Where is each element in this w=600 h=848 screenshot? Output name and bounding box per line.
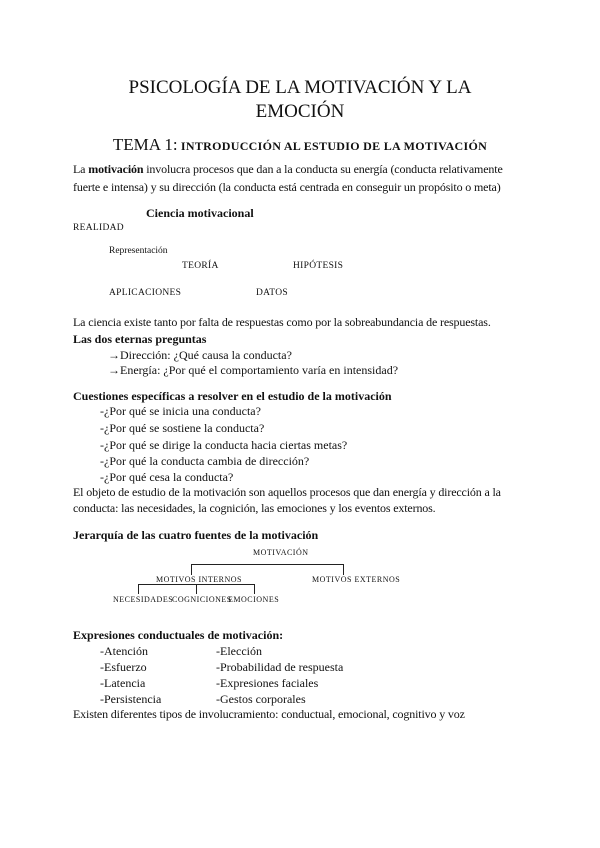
cuestion-item: -¿Por qué se sostiene la conducta? [100,421,265,435]
cuestion-item: -¿Por qué se dirige la conducta hacia ciertas metas? [100,438,348,452]
cuestiones-heading: Cuestiones específicas a resolver en el estudio de la motivación [73,389,392,403]
ciencia-heading: Ciencia motivacional [146,206,254,220]
preguntas-heading: Las dos eternas preguntas [73,332,207,346]
expresion-left-item: -Persistencia [100,692,162,706]
ciencia-sentence: La ciencia existe tanto por falta de respuestas como por la sobreabundancia de respuestas. [73,315,491,329]
document-title-line-2: EMOCIÓN [255,101,345,122]
motivacion-node: MOTIVACIÓN [253,548,309,557]
cogniciones-node: COGNICIONES [172,595,232,604]
document-title-line-1: PSICOLOGÍA DE LA MOTIVACIÓN Y LA [128,77,472,98]
tema-heading [0,135,600,155]
motivos-internos-node: MOTIVOS INTERNOS [156,575,242,584]
hipotesis-label: HIPÓTESIS [293,261,344,271]
pregunta-direccion: →Dirección: ¿Qué causa la conducta? [108,348,292,362]
expresion-left-item: -Latencia [100,676,146,690]
aplicaciones-label: APLICACIONES [109,288,182,298]
expresion-left-item: -Atención [100,644,148,658]
cuestion-item: -¿Por qué se inicia una conducta? [100,404,261,418]
cuestion-item: -¿Por qué la conducta cambia de dirección? [100,454,310,468]
intro-line-2: fuerte e intensa) y su dirección (la conducta está centrada en conseguir un propósito o meta) [73,180,501,194]
intro-bold-term: motivación [88,162,144,176]
intro-line-1 [73,162,503,177]
expresion-right-item: -Gestos corporales [216,692,306,706]
tema-title: INTRODUCCIÓN AL ESTUDIO DE LA MOTIVACIÓN [180,139,488,153]
motivos-externos-node: MOTIVOS EXTERNOS [312,575,401,584]
objeto-line-2: conducta: las necesidades, la cognición, las emociones y los eventos externos. [73,501,436,515]
expresion-right-item: -Elección [216,644,262,658]
datos-label: DATOS [256,288,288,298]
intro-prefix: La [73,162,89,176]
emociones-node: EMOCIONES [228,595,280,604]
teoria-label: TEORÍA [182,261,219,271]
hierarchy-connector [191,564,192,575]
hierarchy-connector [343,564,344,575]
expresion-right-item: -Probabilidad de respuesta [216,660,344,674]
expresion-right-item: -Expresiones faciales [216,676,319,690]
hierarchy-connector [196,584,197,594]
hierarchy-connector [254,584,255,594]
jerarquia-heading: Jerarquía de las cuatro fuentes de la motivación [73,528,319,542]
cuestion-item: -¿Por qué cesa la conducta? [100,470,234,484]
intro-rest: involucra procesos que dan a la conducta su energía (conducta relativamente [143,162,503,176]
closing-sentence: Existen diferentes tipos de involucramiento: conductual, emocional, cognitivo y voz [73,707,465,721]
expresiones-heading: Expresiones conductuales de motivación: [73,628,284,642]
representacion-label: Representación [109,246,168,256]
hierarchy-connector [138,584,139,594]
realidad-label: REALIDAD [73,223,124,233]
hierarchy-connector [191,564,344,565]
necesidades-node: NECESIDADES [113,595,174,604]
tema-number: TEMA 1: [112,135,178,154]
pregunta-energia: →Energía: ¿Por qué el comportamiento varía en intensidad? [108,363,399,377]
objeto-line-1: El objeto de estudio de la motivación son aquellos procesos que dan energía y dirección a la [73,485,501,499]
expresion-left-item: -Esfuerzo [100,660,147,674]
